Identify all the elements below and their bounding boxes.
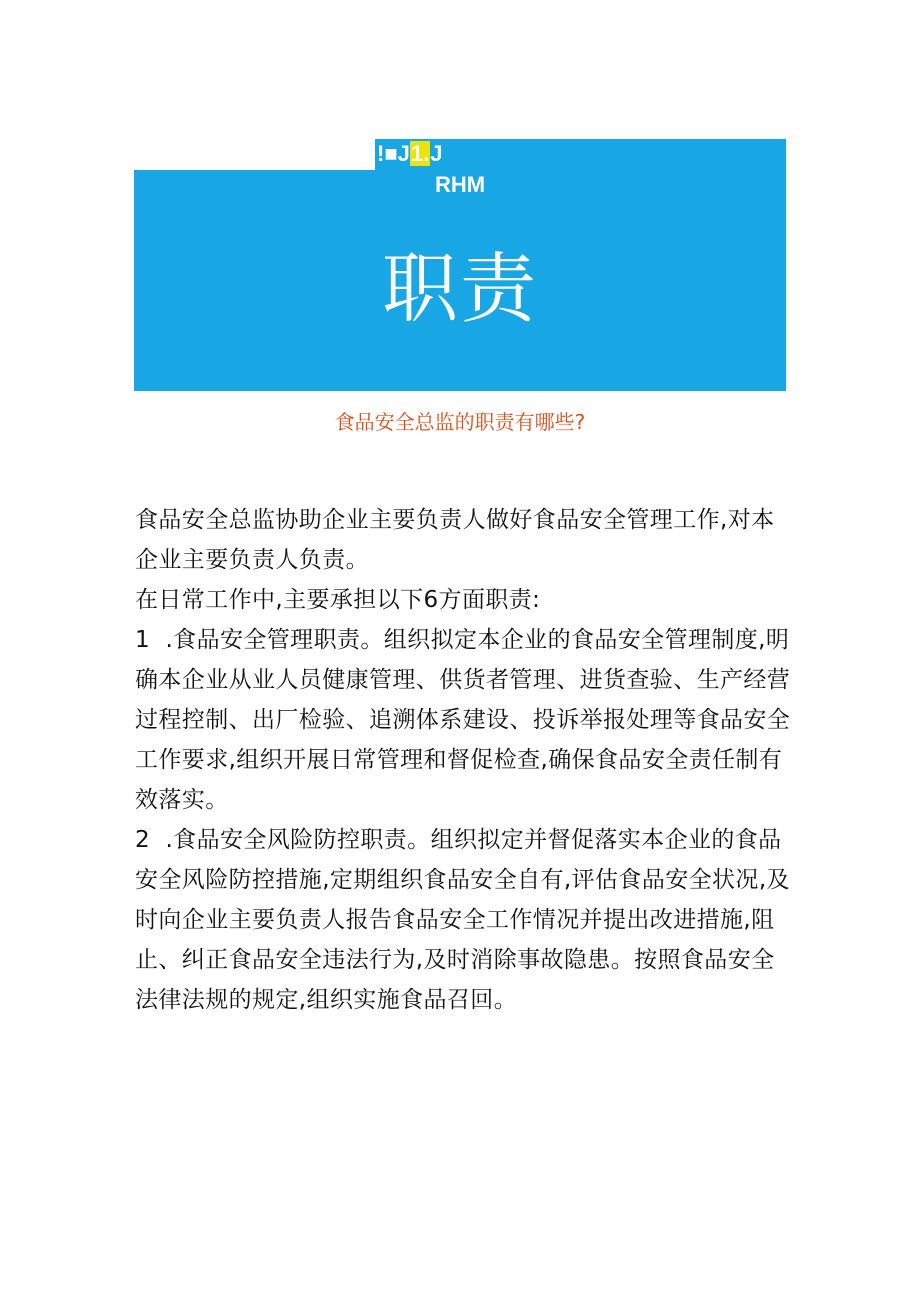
question-heading: 食品安全总监的职责有哪些? <box>334 410 586 434</box>
banner-subtitle: RHM <box>434 172 486 197</box>
banner-code-highlight: 1. <box>410 141 430 166</box>
banner-code-part1: !■J <box>377 141 410 166</box>
banner-title: 职责 <box>382 244 538 333</box>
paragraph-overview: 在日常工作中,主要承担以下6方面职责: <box>135 587 541 613</box>
paragraph-duty-2: 2 .食品安全风险防控职责。组织拟定并督促落实本企业的食品安全风险防控措施,定期组织食品安全自有,评估食品安全状况,及时向企业主要负责人报告食品安全工作情况并提出改进措施,阻止、纠正食品安全违法行为,及时消除事故隐患。按照食品安全法律法规的规定,组织实施食品召回。 <box>135 827 790 1013</box>
banner-code <box>377 141 442 167</box>
header-banner <box>134 139 786 391</box>
banner-code-part3: J <box>430 141 443 166</box>
paragraph-intro: 食品安全总监协助企业主要负责人做好食品安全管理工作,对本企业主要负责人负责。 <box>135 507 775 573</box>
banner-top-band <box>134 139 786 170</box>
document-body <box>135 500 795 1020</box>
paragraph-duty-1: 1 .食品安全管理职责。组织拟定本企业的食品安全管理制度,明确本企业从业人员健康管理、供货者管理、进货查验、生产经营过程控制、出厂检验、追溯体系建设、投诉举报处理等食品安全工作要求,组织开展日常管理和督促检查,确保食品安全责任制有效落实。 <box>135 627 791 813</box>
